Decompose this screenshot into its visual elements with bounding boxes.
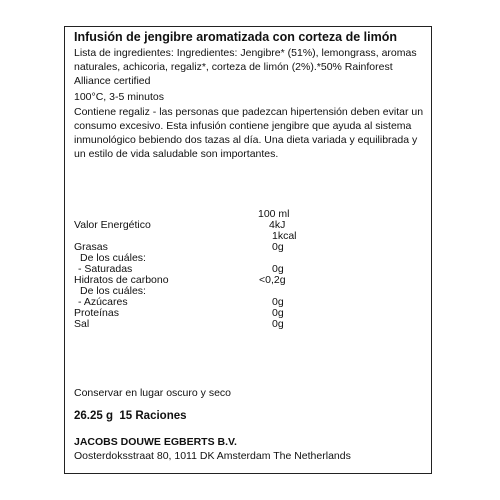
nutrition-row-label: Grasas — [74, 241, 108, 253]
nutrition-row-label: De los cuáles: — [80, 252, 146, 264]
nutrition-row-label: Hidratos de carbono — [74, 274, 169, 286]
nutrition-row-value: <0,2g — [259, 274, 286, 286]
warning-text: Contiene regaliz - las personas que padezcan hipertensión deben evitar un consumo excesivo. Esta infusión contiene jengibre que ayuda al sistema inmunológico bebiendo dos tazas al día. Una dieta variada y equilibrada y un estilo de vida saludable son importantes. — [74, 106, 424, 160]
energy-kj: 4kJ — [269, 219, 286, 231]
energy-kcal: 1kcal — [272, 230, 297, 242]
quantity-line — [74, 410, 187, 422]
nutrition-row-value: 0g — [272, 296, 284, 308]
nutrition-row-label: - Saturadas — [78, 263, 133, 275]
nutrition-row-label: De los cuáles: — [80, 285, 146, 297]
product-title: Infusión de jengibre aromatizada con corteza de limón — [74, 30, 397, 44]
servings-count: 15 Raciones — [119, 410, 187, 422]
preparation-text: 100°C, 3-5 minutos — [74, 91, 164, 103]
storage-text: Conservar en lugar oscuro y seco — [74, 387, 231, 399]
nutrition-row-label: Sal — [74, 318, 90, 330]
company-address: Oosterdoksstraat 80, 1011 DK Amsterdam The Netherlands — [74, 450, 351, 462]
company-name: JACOBS DOUWE EGBERTS B.V. — [74, 436, 237, 448]
nutrition-column-header: 100 ml — [258, 208, 290, 220]
nutrition-row-value: 0g — [272, 307, 284, 319]
nutrition-row-value: 0g — [272, 241, 284, 253]
energy-label: Valor Energético — [74, 219, 151, 231]
nutrition-row-label: - Azúcares — [78, 296, 128, 308]
nutrition-row-value: 0g — [272, 318, 284, 330]
nutrition-row-value: 0g — [272, 263, 284, 275]
nutrition-row-label: Proteínas — [74, 307, 119, 319]
net-quantity: 26.25 g — [74, 410, 113, 422]
ingredients-text: Lista de ingredientes: Ingredientes: Jengibre* (51%), lemongrass, aromas naturales, achicoria, regaliz*, corteza de limón (2%).*50% Rainforest Alliance certified — [74, 47, 417, 87]
